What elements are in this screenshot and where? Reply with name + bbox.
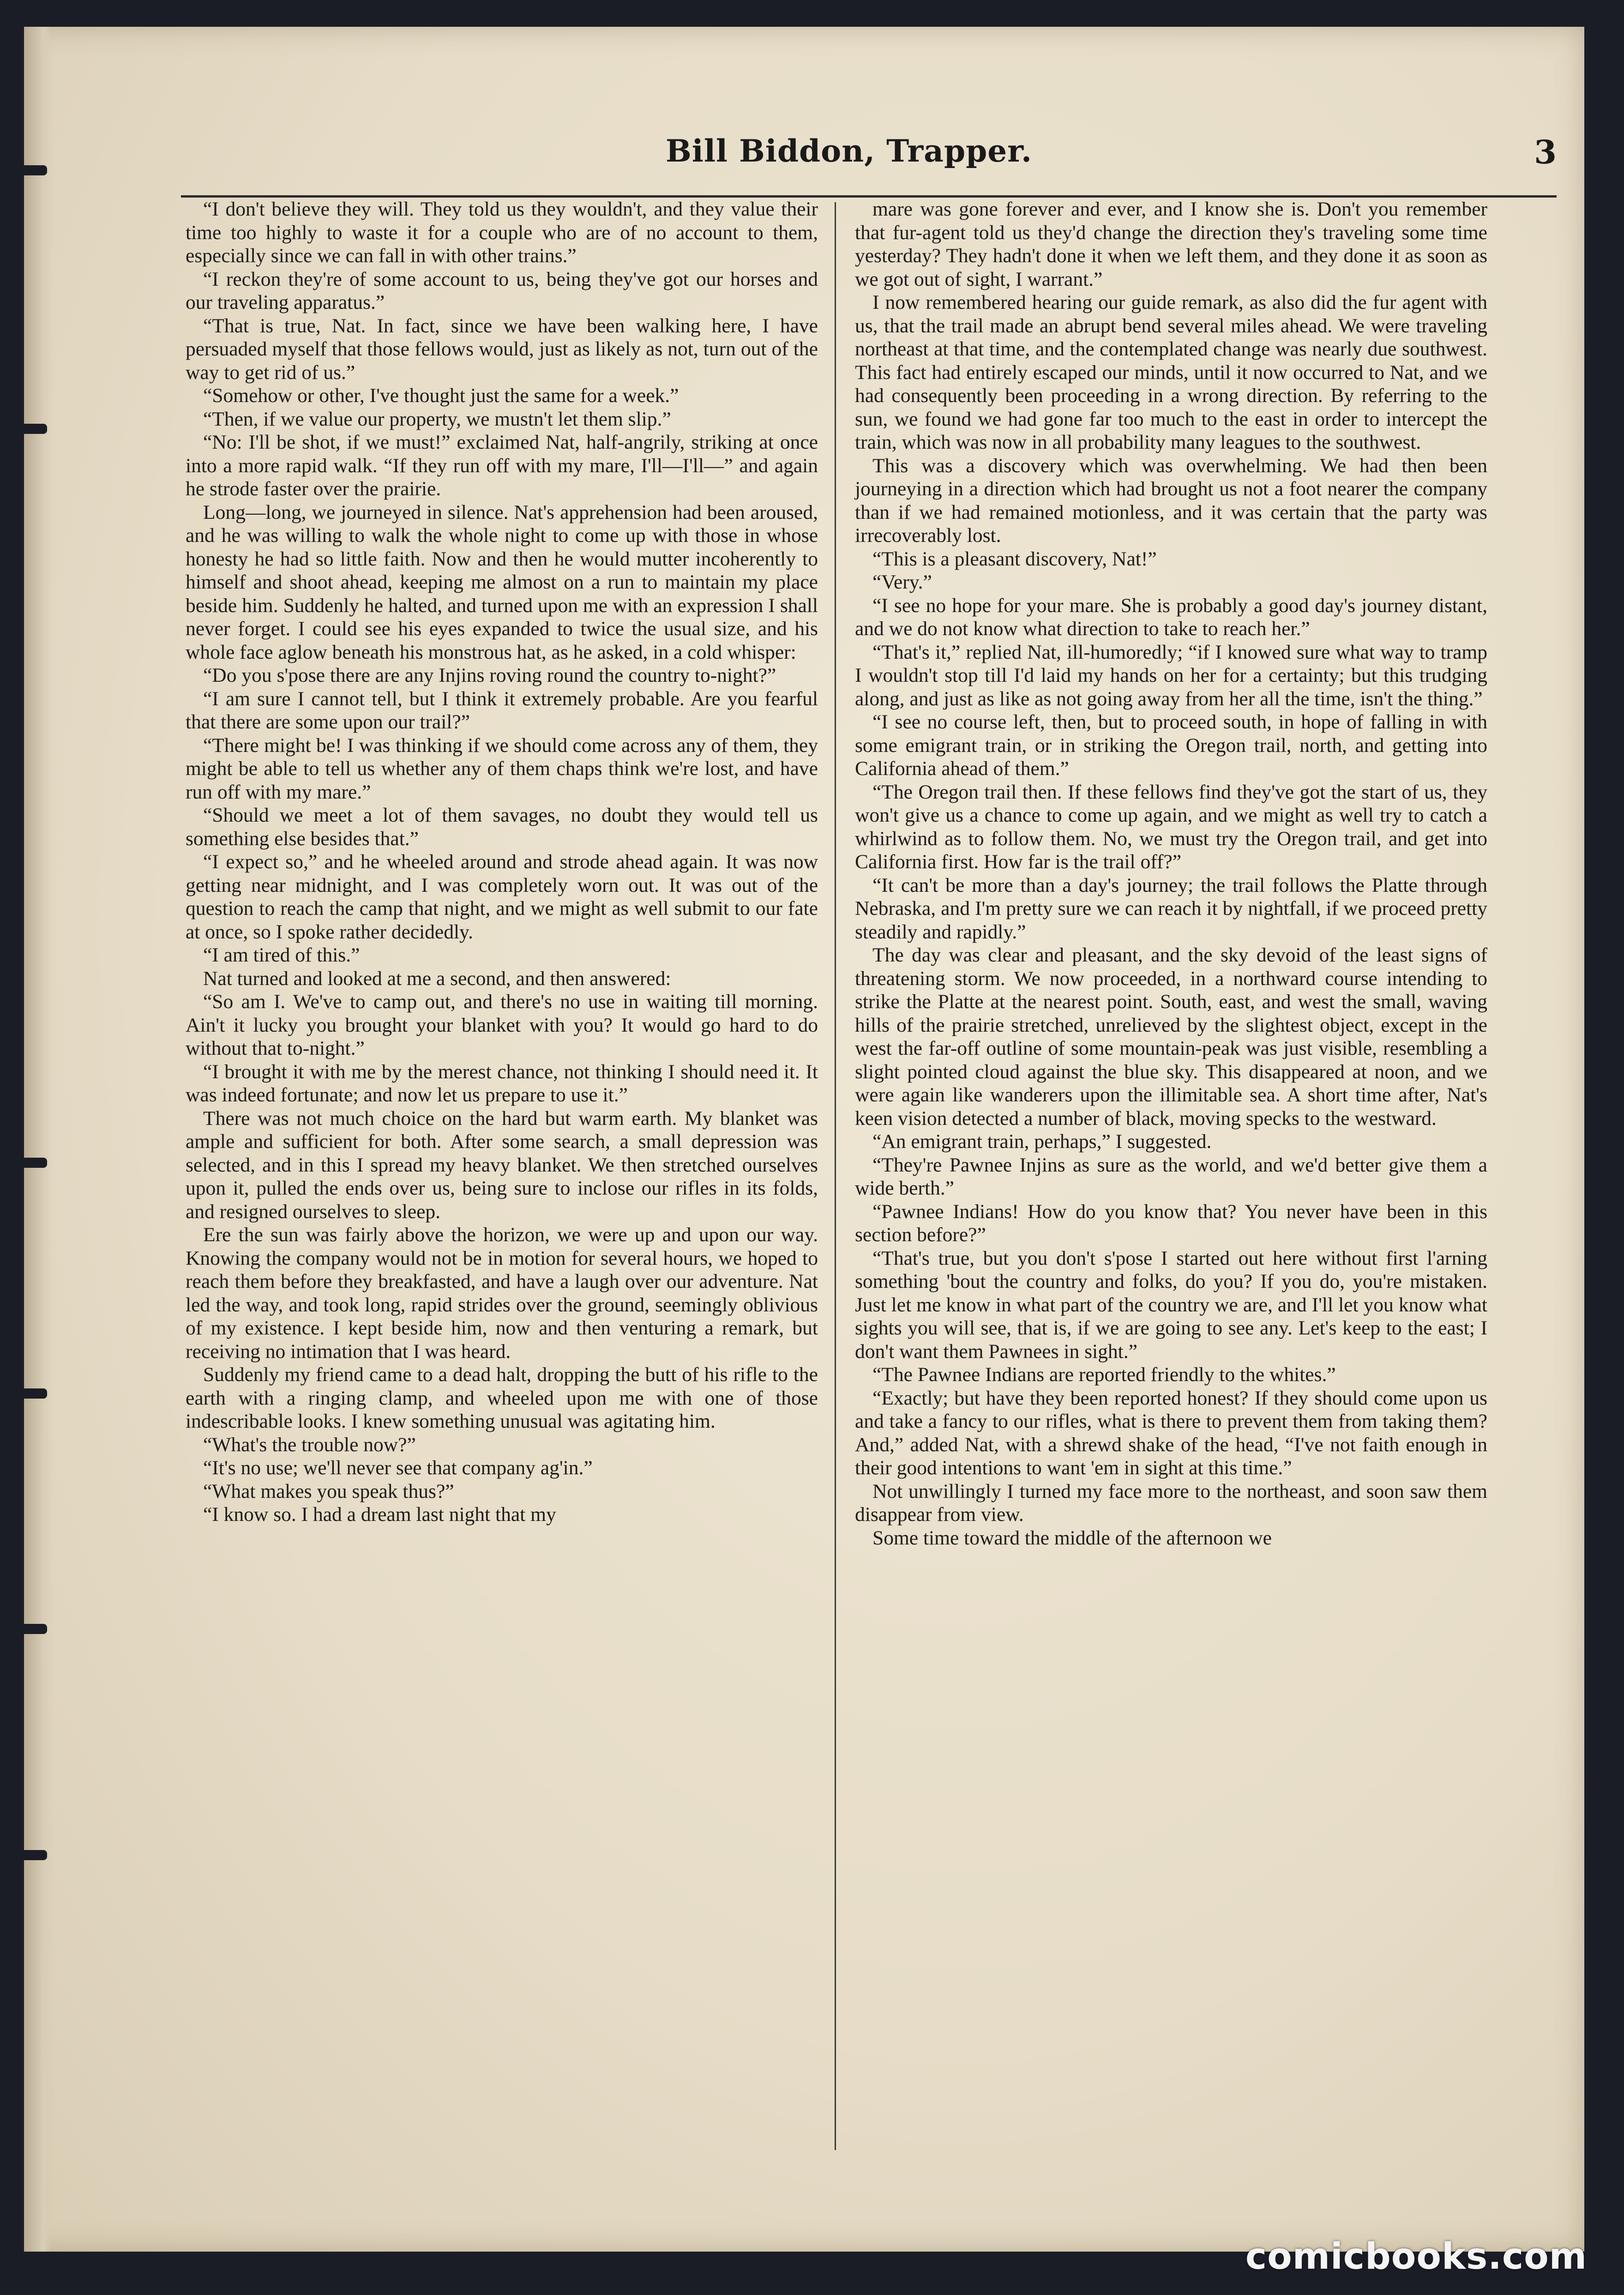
paragraph: “Somehow or other, I've thought just the same for a week.”: [203, 385, 679, 407]
paragraph: “No: I'll be shot, if we must!” exclaimed Nat, half-angrily, striking at once into a more rapid walk. “If they run off with my mare, I'll—I'll—” and again he strode faster over the prairie.: [186, 431, 818, 500]
right-column: [855, 198, 1487, 1550]
paragraph: “Do you s'pose there are any Injins roving round the country to-night?”: [203, 664, 776, 686]
paragraph: Some time toward the middle of the afternoon we: [872, 1526, 1272, 1549]
paragraph: “Exactly; but have they been reported honest? If they should come upon us and take a fancy to our rifles, what is there to prevent them from taking them? And,” added Nat, with a shrewd shake of the head, “I've not faith enough in their good intentions to want 'em in sight at this time.”: [855, 1387, 1487, 1479]
column-divider: [835, 202, 836, 2150]
paragraph: “Pawnee Indians! How do you know that? You never have been in this section before?”: [855, 1200, 1487, 1246]
paragraph: “An emigrant train, perhaps,” I suggested.: [872, 1130, 1212, 1153]
paragraph: “Should we meet a lot of them savages, no doubt they would tell us something else besides that.”: [186, 804, 818, 850]
paragraph: Not unwillingly I turned my face more to the northeast, and soon saw them disappear from view.: [855, 1480, 1487, 1526]
binding-stitch: [24, 1388, 47, 1399]
paragraph: “That's it,” replied Nat, ill-humoredly; “if I knowed sure what way to tramp I wouldn't stop till I'd laid my hands on her for a certainty; but this trudging along, and just as like as not going away from her all the time, isn't the thing.”: [855, 641, 1487, 710]
paragraph: “I don't believe they will. They told us they wouldn't, and they value their time too highly to waste it for a couple who are of no account to them, especially since we can fall in with other trains.”: [186, 198, 818, 267]
paragraph: Long—long, we journeyed in silence. Nat's apprehension had been aroused, and he was willing to walk the whole night to come up with those in whose honesty he had so little faith. Now and then he would mutter incoherently to himself and shoot ahead, keeping me almost on a run to maintain my place beside him. Suddenly he halted, and turned upon me with an expression I shall never forget. I could see his eyes expanded to twice the usual size, and his whole face aglow beneath his monstrous hat, as he asked, in a cold whisper:: [186, 501, 818, 663]
paragraph: “I am tired of this.”: [203, 944, 360, 966]
paragraph: “So am I. We've to camp out, and there's no use in waiting till morning. Ain't it lucky you brought your blanket with you? It would go hard to do without that to-night.”: [186, 991, 818, 1059]
paragraph: “That is true, Nat. In fact, since we have been walking here, I have persuaded myself that those fellows would, just as likely as not, turn out of the way to get rid of us.”: [186, 314, 818, 384]
paragraph: “I am sure I cannot tell, but I think it extremely probable. Are you fearful that there are some upon our trail?”: [186, 687, 818, 733]
paragraph: “I know so. I had a dream last night that my: [203, 1503, 556, 1526]
paragraph: “That's true, but you don't s'pose I started out here without first l'arning something 'bout the country and folks, do you? If you do, you're mistaken. Just let me know in what part of the country we are, and I'll let you know what sights you will see, that is, if we are going to see any. Let's keep to the east; I don't want them Pawnees in sight.”: [855, 1247, 1487, 1363]
watermark: comicbooks.com: [1245, 2236, 1587, 2277]
paragraph: “The Oregon trail then. If these fellows find they've got the start of us, they won't give us a chance to come up again, and we might as well try to catch a whirlwind as to follow them. No, we must try the Oregon trail, and get into California first. How far is the trail off?”: [855, 781, 1487, 873]
page-spine: [24, 27, 52, 2252]
paragraph: “I see no hope for your mare. She is probably a good day's journey distant, and we do not know what direction to take to reach her.”: [855, 594, 1487, 640]
binding-stitch: [24, 424, 47, 434]
paragraph: Nat turned and looked at me a second, and then answered:: [203, 967, 671, 990]
paragraph: “What makes you speak thus?”: [203, 1480, 454, 1502]
paragraph: This was a discovery which was overwhelming. We had then been journeying in a direction which had brought us not a foot nearer the company than if we had remained motionless, and it was certain that the party was irrecoverably lost.: [855, 454, 1487, 547]
paragraph: “This is a pleasant discovery, Nat!”: [872, 547, 1157, 570]
paragraph: Ere the sun was fairly above the horizon, we were up and upon our way. Knowing the company would not be in motion for several hours, we hoped to reach them before they breakfasted, and have a laugh over our adventure. Nat led the way, and took long, rapid strides over the ground, seemingly oblivious of my existence. I kept beside him, now and then venturing a remark, but receiving no intimation that I was heard.: [186, 1224, 818, 1363]
binding-stitch: [24, 165, 47, 175]
paragraph: “The Pawnee Indians are reported friendly to the whites.”: [872, 1364, 1336, 1386]
paragraph: “I brought it with me by the merest chance, not thinking I should need it. It was indeed fortunate; and now let us prepare to use it.”: [186, 1060, 818, 1106]
left-column: [186, 198, 818, 1526]
binding-stitch: [24, 1850, 47, 1860]
paragraph: “What's the trouble now?”: [203, 1433, 416, 1456]
paragraph: “It's no use; we'll never see that company ag'in.”: [203, 1457, 593, 1479]
paragraph: “I expect so,” and he wheeled around and strode ahead again. It was now getting near midnight, and I was completely worn out. It was out of the question to reach the camp that night, and we might as well submit to our fate at once, so I spoke rather decidedly.: [186, 851, 818, 943]
paragraph: “They're Pawnee Injins as sure as the world, and we'd better give them a wide berth.”: [855, 1154, 1487, 1199]
paragraph: “There might be! I was thinking if we should come across any of them, they might be able to tell us whether any of them chaps think we're lost, and have run off with my mare.”: [186, 734, 818, 803]
paragraph: mare was gone forever and ever, and I know she is. Don't you remember that fur-agent told us they'd change the direction they's traveling some time yesterday? They hadn't done it when we left them, and they done it as soon as we got out of sight, I warrant.”: [855, 198, 1487, 290]
binding-stitch: [24, 1158, 47, 1168]
paragraph: There was not much choice on the hard but warm earth. My blanket was ample and sufficient for both. After some search, a small depression was selected, and in this I spread my heavy blanket. We then stretched ourselves upon it, pulled the ends over us, being sure to inclose our rifles in its folds, and resigned ourselves to sleep.: [186, 1107, 818, 1223]
page-title: Bill Biddon, Trapper.: [666, 133, 1032, 169]
paragraph: “I reckon they're of some account to us, being they've got our horses and our traveling apparatus.”: [186, 268, 818, 313]
page-number: 3: [1534, 133, 1557, 171]
paragraph: Suddenly my friend came to a dead halt, dropping the butt of his rifle to the earth with a ringing clamp, and wheeled upon me with one of those indescribable looks. I knew something unusual was agitating him.: [186, 1364, 818, 1432]
running-header: [181, 133, 1557, 188]
paragraph: The day was clear and pleasant, and the sky devoid of the least signs of threatening storm. We now proceeded, in a northward course intending to strike the Platte at the nearest point. South, east, and west the small, waving hills of the prairie stretched, unrelieved by the slightest object, except in the west the far-off outline of some mountain-peak was just visible, resembling a slight pointed cloud against the blue sky. This disappeared at noon, and we were again like wanderers upon the illimitable sea. A short time after, Nat's keen vision detected a number of black, moving specks to the westward.: [855, 944, 1487, 1129]
book-page: [24, 27, 1584, 2252]
paragraph: “Very.”: [872, 571, 932, 593]
paragraph: “I see no course left, then, but to proceed south, in hope of falling in with some emigrant train, or in striking the Oregon trail, north, and getting into California ahead of them.”: [855, 711, 1487, 780]
paragraph: “It can't be more than a day's journey; the trail follows the Platte through Nebraska, and I'm pretty sure we can reach it by nightfall, if we proceed pretty steadily and rapidly.”: [855, 874, 1487, 943]
binding-stitch: [24, 1624, 47, 1634]
paragraph: I now remembered hearing our guide remark, as also did the fur agent with us, that the trail made an abrupt bend several miles ahead. We were traveling northeast at that time, and the contemplated change was nearly due southwest. This fact had entirely escaped our minds, until it now occurred to Nat, and we had consequently been proceeding in a wrong direction. By referring to the sun, we found we had gone far too much to the east in order to intercept the train, which was now in all probability many leagues to the southwest.: [855, 291, 1487, 453]
paragraph: “Then, if we value our property, we mustn't let them slip.”: [203, 408, 671, 430]
